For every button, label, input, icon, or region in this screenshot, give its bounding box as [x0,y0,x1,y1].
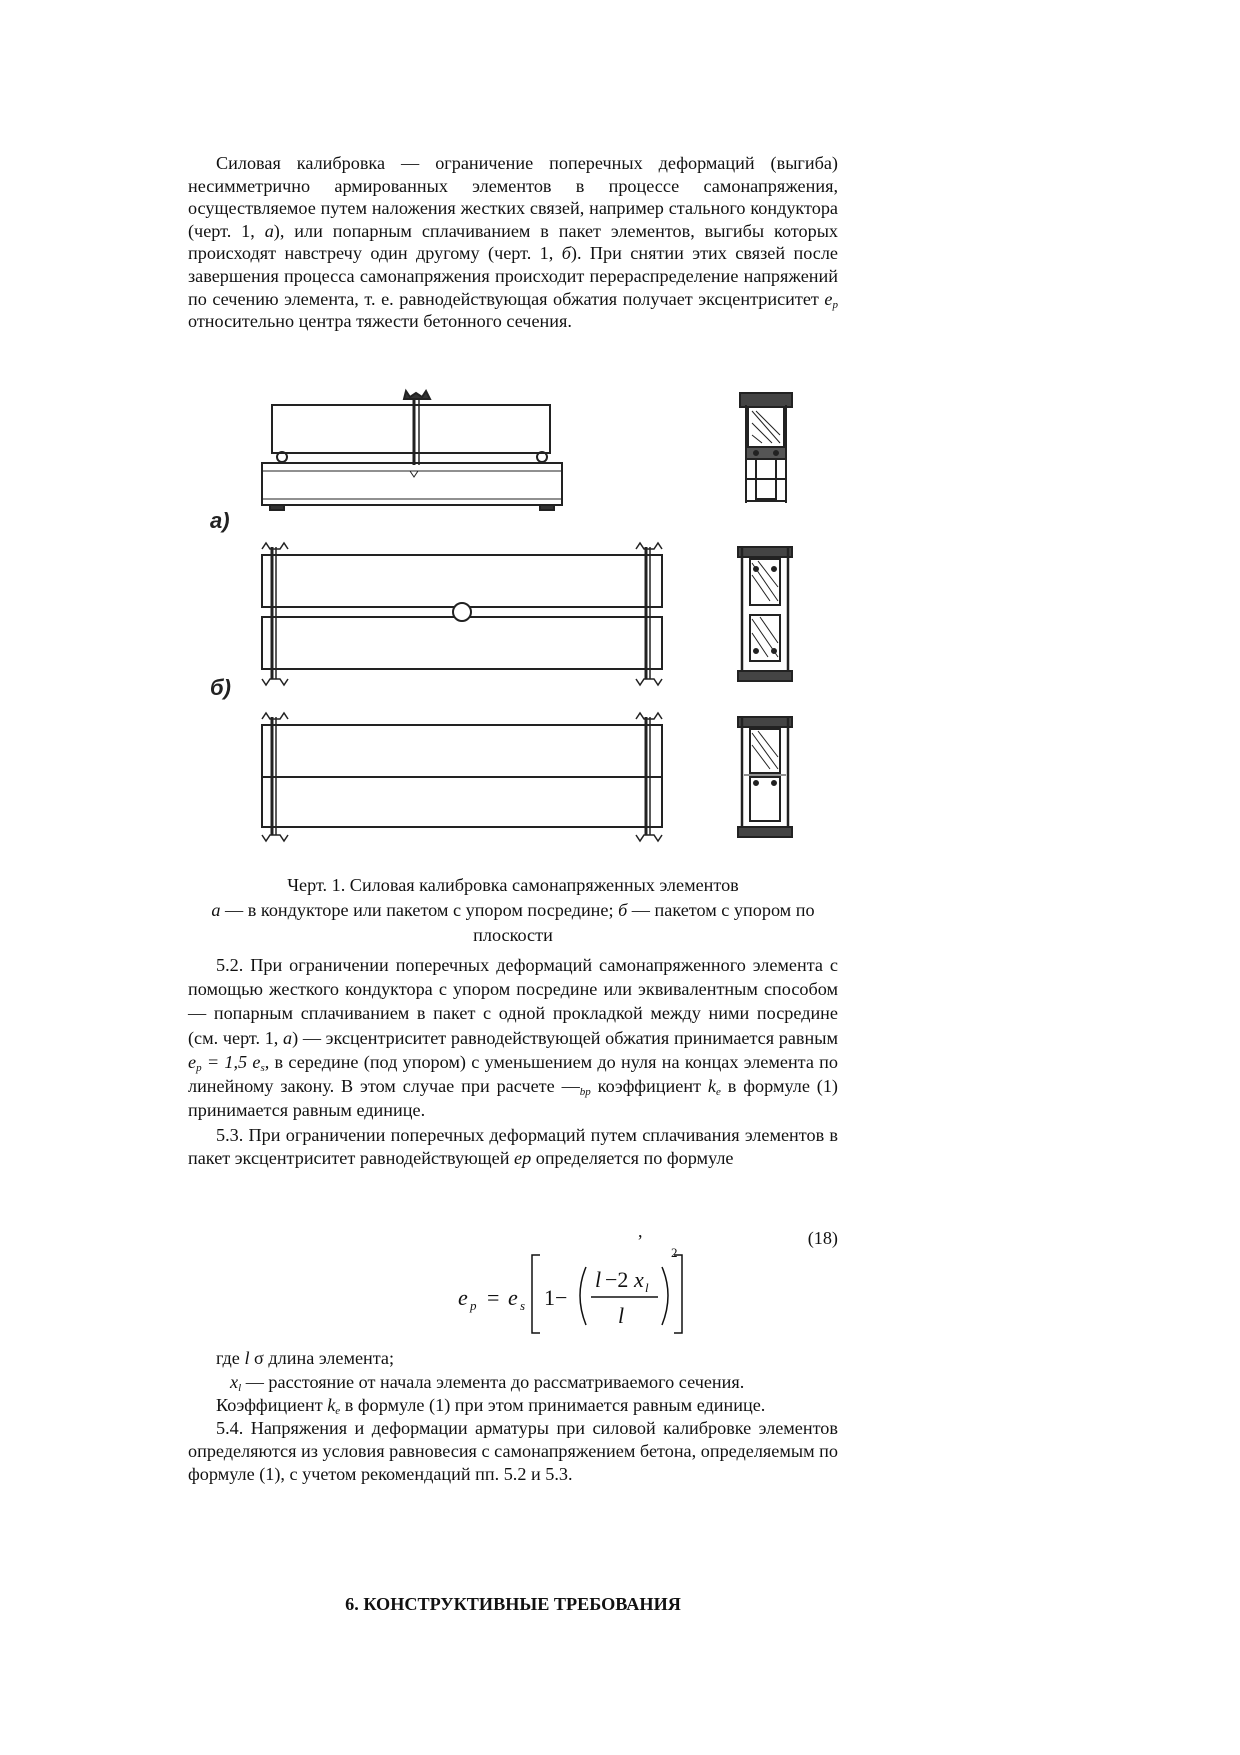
formula-lhs-sub: p [470,1298,477,1313]
formula-num-x-sub: l [645,1280,649,1295]
text: — расстояние от начала элемента до рассматриваемого сечения. [241,1372,745,1392]
var-sub: e [715,1086,721,1099]
beam-assembly-b1 [262,543,662,685]
var-sub: s [260,1061,265,1074]
text: — в кондукторе или пакетом с упором посредине; [220,900,619,920]
var-l: l [244,1348,250,1368]
figure-1-drawing [200,383,820,843]
caption-b: б [618,900,628,920]
text: , в середине (под упором) с уменьшением до нуля на концах элемента по линейному закону. В этом случае при расчете — [188,1051,839,1097]
var-sub: p [832,298,838,311]
text: коэффициент [590,1076,708,1097]
var-sub: p [196,1061,202,1074]
section-b2 [738,717,792,837]
formula-num-mid: −2 [605,1267,629,1292]
formula-num-x: x [634,1267,644,1292]
paragraph-5-4: 5.4. Напряжения и деформации арматуры при силовой калибровке элементов определяются из условия равновесия с самонапряжением бетона, определяемым по формуле (1), с учетом рекомендаций пп. 5.2 и 5.3. [188,1418,838,1484]
text: относительно центра тяжести бетонного сечения. [188,311,572,332]
formula-equals: = [487,1285,500,1310]
text: в формуле (1) принимается равным единице. [188,1076,838,1121]
paragraph-5-3 [188,1124,838,1169]
intro-paragraph [188,152,838,333]
formula-es: e [508,1285,518,1310]
definitions-block [188,1346,838,1486]
formula-lhs: e [458,1285,468,1310]
var-sub: bp [579,1086,591,1099]
paragraph-ke [188,1394,838,1417]
section-heading: 6. КОНСТРУКТИВНЫЕ ТРЕБОВАНИЯ [345,1594,681,1614]
definition-x [188,1370,838,1394]
definition-l [188,1346,838,1370]
var-k: k [707,1076,716,1097]
figure-label-b: б) [210,675,231,700]
text: в формуле (1) при этом принимается равным единице. [340,1395,766,1415]
text: Силовая калибровка — ограничение поперечных деформаций (выгиба) несимметрично армированных элементов в процессе самонапряжения, осуществляемое путем наложения жестких связей, например стального кондуктора (черт. 1, [188,153,838,241]
text: σ длина элемента; [249,1348,395,1368]
text: ). При снятии этих связей после завершения процесса самонапряжения происходит перераспределение напряжений по сечению элемента, т. е. равнодействующая обжатия получает эксцентриситет [188,243,838,309]
right-bracket [674,1255,682,1333]
formula-one-minus: 1− [544,1285,568,1310]
section-a [740,393,792,503]
figure-caption [188,873,838,948]
caption-legend [188,898,838,948]
var-e: e [252,1051,261,1072]
ref-a: а [283,1027,293,1048]
caption-a: а [211,900,221,920]
left-bracket [532,1255,540,1333]
text: — пакетом с упором по плоскости [473,900,815,945]
left-paren [580,1267,586,1325]
var-x: x [230,1372,239,1392]
beam-assembly-a [262,391,562,510]
text: 5.3. При ограничении поперечных деформаций путем сплачивания элементов в пакет эксцентриситет равнодействующей [188,1125,838,1169]
ref-a: а [264,220,274,241]
var-k: k [327,1395,336,1415]
var-e: e [824,288,833,309]
formula-svg [188,1225,838,1335]
text: где [216,1348,245,1368]
var-e: e [188,1051,197,1072]
formula-num-l: l [595,1267,602,1292]
intro-paragraph-block [188,152,838,333]
formula-comma: , [638,1225,643,1241]
text: Коэффициент [216,1395,328,1415]
beam-assembly-b2 [262,713,662,841]
equation-number: (18) [807,1228,838,1248]
var-sub: l [238,1382,242,1394]
formula-den: l [618,1303,625,1328]
right-paren [662,1267,668,1325]
var-sub: e [335,1405,341,1417]
var-ep: ep [514,1148,532,1169]
paragraph-5-2 [188,953,838,1122]
formula-18 [188,1225,838,1335]
section-b1 [738,547,792,681]
caption-title: Черт. 1. Силовая калибровка самонапряженных элементов [287,875,739,895]
text: определяется по формуле [531,1148,734,1169]
section-5-2-block [188,953,838,1170]
text: 5.2. При ограничении поперечных деформаций самонапряженного элемента с помощью жесткого кондуктора с упором посредине или эквивалентным способом — попарным сплачиванием в пакет с одной прокладкой между ними посредине (см. черт. 1, [188,955,838,1048]
text: = 1,5 [201,1051,253,1072]
text: ) — эксцентриситет равнодействующей обжатия принимается равным [292,1027,838,1048]
ref-b: б [561,243,571,264]
formula-es-sub: s [520,1298,526,1313]
formula-power: 2 [671,1245,678,1260]
figure-label-a: а) [210,508,230,533]
text: ), или попарным сплачиванием в пакет элементов, выгибы которых происходят навстречу один другому (черт. 1, [188,220,839,264]
